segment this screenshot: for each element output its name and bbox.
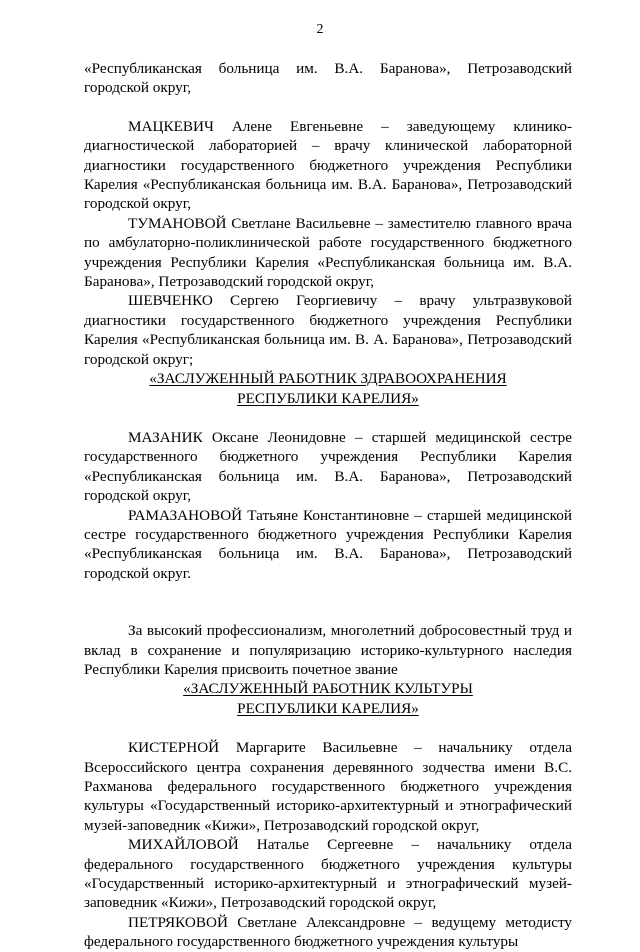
paragraph: КИСТЕРНОЙ Маргарите Васильевне – начальнику отдела Всероссийского центра сохранения деревянного зодчества имени В.С. Рахманова федерального государственного бюджетного учреждения культуры «Государственный историко-архитектурный и этнографический музей-заповедник «Кижи», Петрозаводский городской округ, [84,739,572,834]
paragraph: МАЗАНИК Оксане Леонидовне – старшей медицинской сестре государственного бюджетного учреждения Республики Карелия «Республиканская больница им. В.А. Баранова», Петрозаводский городской округ, [84,428,572,505]
award-title-line: «ЗАСЛУЖЕННЫЙ РАБОТНИК ЗДРАВООХРАНЕНИЯ [149,370,507,388]
paragraph-spacer [84,98,572,117]
paragraph: «Республиканская больница им. В.А. Баранова», Петрозаводский городской округ, [84,60,572,97]
award-title-heading [84,369,572,408]
paragraph: ПЕТРЯКОВОЙ Светлане Александровне – ведущему методисту федерального государственного бюджетного учреждения культуры [84,913,572,951]
paragraph-spacer [84,718,572,738]
document-body [84,59,572,952]
award-title-line: РЕСПУБЛИКИ КАРЕЛИЯ» [237,699,419,717]
paragraph-spacer [84,583,572,621]
page-number: 2 [316,22,324,37]
award-title-heading [84,679,572,718]
paragraph: МАЦКЕВИЧ Алене Евгеньевне – заведующему клинико-диагностической лабораторией – врачу клинической лабораторной диагностики государственного бюджетного учреждения Республики Карелия «Республиканская больница им. В.А. Баранова», Петрозаводский городской округ, [84,117,572,213]
paragraph: РАМАЗАНОВОЙ Татьяне Константиновне – старшей медицинской сестре государственного бюджетного учреждения Республики Карелия «Республиканская больница им. В.А. Баранова», Петрозаводский городской округ. [84,506,572,582]
paragraph: ШЕВЧЕНКО Сергею Георгиевичу – врачу ультразвуковой диагностики государственного бюджетного учреждения Республики Карелия «Республиканская больница им. В. А. Баранова», Петрозаводский городской округ; [84,292,572,368]
paragraph: МИХАЙЛОВОЙ Наталье Сергеевне – начальнику отдела федерального государственного бюджетного учреждения культуры «Государственный историко-архитектурный и этнографический музей-заповедник «Кижи», Петрозаводский городской округ, [84,836,572,912]
paragraph: ТУМАНОВОЙ Светлане Васильевне – заместителю главного врача по амбулаторно-поликлинической работе государственного бюджетного учреждения Республики Карелия «Республиканская больница им. В.А. Баранова», Петрозаводский городской округ, [84,214,572,291]
paragraph: За высокий профессионализм, многолетний добросовестный труд и вклад в сохранение и популяризацию историко-культурного наследия Республики Карелия присвоить почетное звание [84,622,572,678]
award-title-line: «ЗАСЛУЖЕННЫЙ РАБОТНИК КУЛЬТУРЫ [183,680,473,698]
award-title-line: РЕСПУБЛИКИ КАРЕЛИЯ» [237,389,419,407]
paragraph-spacer [84,408,572,428]
